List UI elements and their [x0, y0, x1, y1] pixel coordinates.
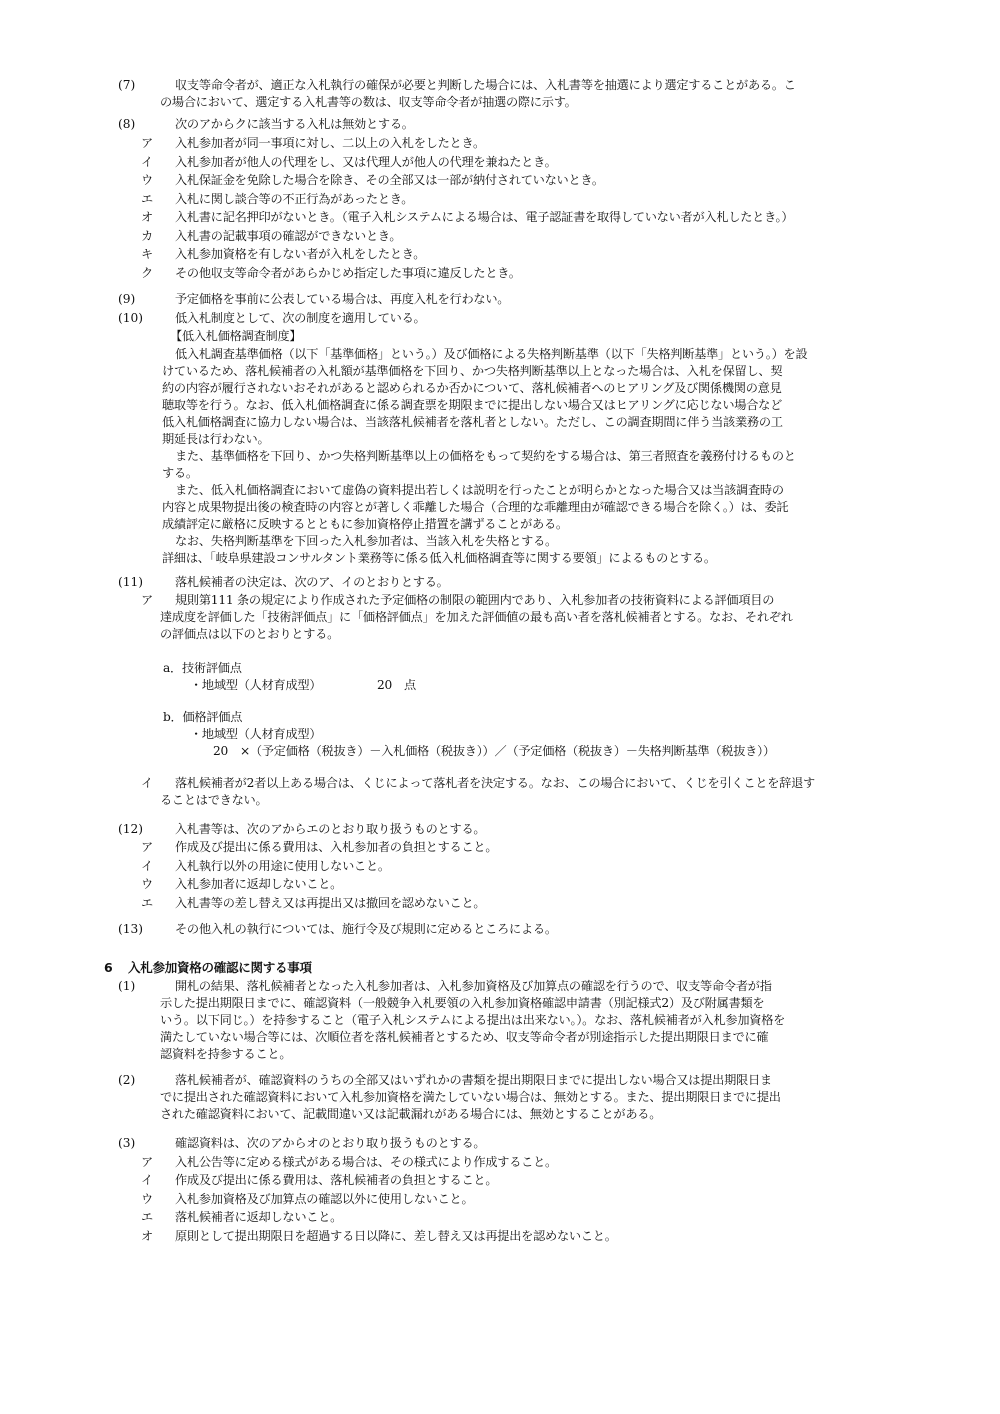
sec6-clause-3-intro: 確認資料は、次のアからオのとおり取り扱うものとする。	[175, 1136, 486, 1150]
clause-8-number: (8)	[118, 117, 136, 131]
list-item-text: 落札候補者に返却しないこと。	[175, 1210, 343, 1224]
list-item-text: 入札参加者が他人の代理をし、又は代理人が他人の代理を兼ねたとき。	[175, 155, 557, 169]
sec6-clause-2-line-3: された確認資料において、記載間違い又は記載漏れがある場合には、無効とすることがある。	[160, 1107, 662, 1121]
price-score-formula: 20 ×（予定価格（税抜き）－入札価格（税抜き））／（予定価格（税抜き）－失格判断基準（税抜き））	[213, 744, 775, 758]
list-marker: ウ	[141, 173, 154, 187]
clause-11-i-line-1: 落札候補者が2者以上ある場合は、くじによって落札者を決定する。なお、この場合において、くじを引くことを辞退す	[175, 776, 815, 790]
list-item-text: 入札参加者が同一事項に対し、二以上の入札をしたとき。	[175, 136, 485, 150]
list-item-text: 入札参加者に返却しないこと。	[175, 877, 343, 891]
sec6-clause-1-line-5: 認資料を持参すること。	[160, 1047, 292, 1061]
clause-10-line-4: 聴取等を行う。なお、低入札価格調査に係る調査票を期限までに提出しない場合又はヒアリングに応じない場合など	[162, 398, 783, 412]
list-item-text: 入札参加資格を有しない者が入札をしたとき。	[175, 247, 426, 261]
sec6-clause-2-line-2: でに提出された確認資料において入札参加資格を満たしていない場合は、無効とする。また、提出期限日までに提出	[160, 1090, 781, 1104]
tech-score-points: 20 点	[377, 678, 416, 692]
list-item-text: その他収支等命令者があらかじめ指定した事項に違反したとき。	[175, 266, 521, 280]
list-marker: ク	[141, 266, 154, 280]
clause-12-number: (12)	[118, 822, 144, 836]
clause-9-text: 予定価格を事前に公表している場合は、再度入札を行わない。	[175, 292, 510, 306]
clause-11-a-line-1: 規則第111 条の規定により作成された予定価格の制限の範囲内であり、入札参加者の技術資料による評価項目の	[175, 593, 775, 607]
clause-11-intro: 落札候補者の決定は、次のア、イのとおりとする。	[175, 575, 449, 589]
clause-10-line-11: 成績評定に厳格に反映するとともに参加資格停止措置を講ずることがある。	[162, 517, 568, 531]
list-item-text: 入札参加資格及び加算点の確認以外に使用しないこと。	[175, 1192, 474, 1206]
clause-10-line-2: けているため、落札候補者の入札額が基準価格を下回り、かつ失格判断基準以上となった場合は、入札を保留し、契	[162, 364, 783, 378]
sec6-clause-1-line-2: 示した提出期限日までに、確認資料（一般競争入札要領の入札参加資格確認申請書（別記様式2）及び附属書類を	[160, 996, 765, 1010]
list-marker: オ	[141, 210, 154, 224]
sec6-clause-1-line-4: 満たしていない場合等には、次順位者を落札候補者とするため、収支等命令者が別途指示した提出期限日までに確	[160, 1030, 769, 1044]
list-marker: エ	[141, 896, 154, 910]
clause-10-line-3: 約の内容が履行されないおそれがあると認められるか否かについて、落札候補者へのヒアリング及び関係機関の意見	[162, 381, 782, 395]
list-item-text: 入札保証金を免除した場合を除き、その全部又は一部が納付されていないとき。	[175, 173, 604, 187]
list-item-text: 入札書の記載事項の確認ができないとき。	[175, 229, 402, 243]
clause-10-line-12: なお、失格判断基準を下回った入札参加者は、当該入札を失格とする。	[175, 534, 557, 548]
section-6-title: 入札参加資格の確認に関する事項	[128, 960, 312, 975]
clause-10-line-8: する。	[162, 466, 198, 480]
clause-11-number: (11)	[118, 575, 144, 589]
clause-10-line-7: また、基準価格を下回り、かつ失格判断基準以上の価格をもって契約をする場合は、第三者照査を義務付けるものと	[175, 449, 796, 463]
list-marker: イ	[141, 155, 154, 169]
clause-10-number: (10)	[118, 311, 144, 325]
clause-13-text: その他入札の執行については、施行令及び規則に定めるところによる。	[175, 922, 557, 936]
clause-8-intro: 次のアからクに該当する入札は無効とする。	[175, 117, 414, 131]
clause-10-line-9: また、低入札価格調査において虚偽の資料提出若しくは説明を行ったことが明らかとなった場合又は当該調査時の	[175, 483, 784, 497]
clause-7-text-line-2: の場合において、選定する入札書等の数は、収支等命令者が抽選の際に示す。	[160, 95, 577, 109]
clause-7-text-line-1: 収支等命令者が、適正な入札執行の確保が必要と判断した場合には、入札書等を抽選により選定することがある。こ	[175, 78, 796, 92]
list-item-text: 作成及び提出に係る費用は、入札参加者の負担とすること。	[175, 840, 498, 854]
clause-10-line-13: 詳細は、「岐阜県建設コンサルタント業務等に係る低入札価格調査等に関する要領」によるものとする。	[162, 551, 716, 565]
clause-10-line-6: 期延長は行わない。	[162, 432, 270, 446]
section-6-number: 6	[104, 960, 113, 975]
sec6-clause-1-number: (1)	[118, 979, 136, 993]
list-item-text: 入札公告等に定める様式がある場合は、その様式により作成すること。	[175, 1155, 557, 1169]
clause-10-line-5: 低入札価格調査に協力しない場合は、当該落札候補者を落札者としない。ただし、この調査期間に伴う当該業務の工	[162, 415, 783, 429]
list-marker: カ	[141, 229, 154, 243]
list-marker: イ	[141, 1173, 154, 1187]
clause-10-subtitle: 【低入札価格調査制度】	[170, 329, 302, 343]
list-marker: キ	[141, 247, 154, 261]
list-item-text: 入札に関し談合等の不正行為があったとき。	[175, 192, 414, 206]
list-item-text: 入札執行以外の用途に使用しないこと。	[175, 859, 390, 873]
clause-9-number: (9)	[118, 292, 136, 306]
clause-7-number: (7)	[118, 78, 136, 92]
price-score-item: ・地域型（人材育成型）	[190, 727, 322, 741]
price-score-label: b．価格評価点	[163, 710, 243, 724]
list-marker: ア	[141, 840, 154, 854]
clause-11-i-line-2: ることはできない。	[160, 793, 268, 807]
clause-11-a-line-3: の評価点は以下のとおりとする。	[160, 627, 340, 641]
list-marker: ウ	[141, 877, 154, 891]
list-marker: エ	[141, 192, 154, 206]
clause-12-intro: 入札書等は、次のアからエのとおり取り扱うものとする。	[175, 822, 486, 836]
clause-11-a-line-2: 達成度を評価した「技術評価点」に「価格評価点」を加えた評価値の最も高い者を落札候補者とする。なお、それぞれ	[160, 610, 793, 624]
sec6-clause-2-number: (2)	[118, 1073, 136, 1087]
clause-10-line-1: 低入札調査基準価格（以下「基準価格」という。）及び価格による失格判断基準（以下「失格判断基準」という。）を設	[175, 347, 808, 361]
tech-score-label: a．技術評価点	[163, 661, 242, 675]
list-marker: ウ	[141, 1192, 154, 1206]
list-marker: ア	[141, 136, 154, 150]
list-item-text: 作成及び提出に係る費用は、落札候補者の負担とすること。	[175, 1173, 498, 1187]
tech-score-item: ・地域型（人材育成型）	[190, 678, 322, 692]
list-marker: オ	[141, 1229, 154, 1243]
list-marker: イ	[141, 776, 154, 790]
clause-10-intro: 低入札制度として、次の制度を適用している。	[175, 311, 426, 325]
list-item-text: 入札書に記名押印がないとき。（電子入札システムによる場合は、電子認証書を取得していない者が入札したとき。）	[175, 210, 794, 224]
list-marker: ア	[141, 1155, 154, 1169]
list-marker: ア	[141, 593, 154, 607]
list-marker: エ	[141, 1210, 154, 1224]
sec6-clause-3-number: (3)	[118, 1136, 136, 1150]
clause-10-line-10: 内容と成果物提出後の検査時の内容とが著しく乖離した場合（合理的な乖離理由が確認できる場合を除く。）は、委託	[162, 500, 789, 514]
list-marker: イ	[141, 859, 154, 873]
sec6-clause-1-line-3: いう。以下同じ。）を持参すること（電子入札システムによる提出は出来ない。）。なお、落札候補者が入札参加資格を	[160, 1013, 786, 1027]
list-item-text: 入札書等の差し替え又は再提出又は撤回を認めないこと。	[175, 896, 486, 910]
clause-13-number: (13)	[118, 922, 144, 936]
sec6-clause-1-line-1: 開札の結果、落札候補者となった入札参加者は、入札参加資格及び加算点の確認を行うので、収支等命令者が指	[175, 979, 772, 993]
list-item-text: 原則として提出期限日を超過する日以降に、差し替え又は再提出を認めないこと。	[175, 1229, 617, 1243]
sec6-clause-2-line-1: 落札候補者が、確認資料のうちの全部又はいずれかの書類を提出期限日までに提出しない場合又は提出期限日ま	[175, 1073, 772, 1087]
